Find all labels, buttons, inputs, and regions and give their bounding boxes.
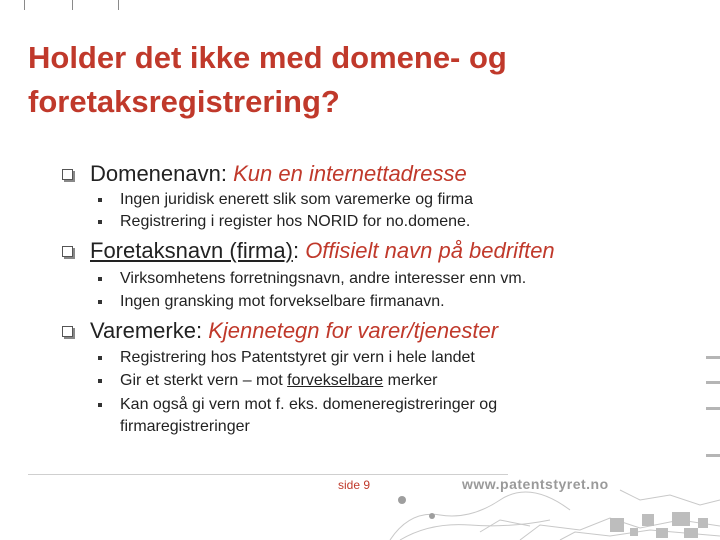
decorative-tick [24,0,25,10]
main-bullet-text [90,237,555,265]
sub-bullet-text: Ingen juridisk enerett slik som varemerke og firma [120,191,474,208]
sub-bullet-text [120,370,590,392]
term-separator: : [292,238,306,263]
checkbox-bullet-icon [62,169,73,180]
sub-bullet-text: Registrering i register hos NORID for no.domene. [120,213,471,230]
checkbox-bullet-icon [62,326,73,337]
square-bullet-icon [98,300,102,304]
square-bullet-icon [98,277,102,281]
main-bullet-text [90,160,467,188]
page-number: side 9 [338,478,371,492]
sub-bullet-text-part: Gir et sterkt vern – mot [120,372,288,389]
decorative-dash [706,381,720,384]
sub-bullet-text: Kan også gi vern mot f. eks. domeneregistreringer og firmaregistreringer [120,396,498,435]
term-label: Foretaksnavn (firma) [90,238,293,263]
term-label: Varemerke [90,318,196,343]
square-bullet-icon [98,356,102,360]
square-bullet-icon [98,198,102,202]
decorative-dash [706,454,720,457]
decorative-dash [706,407,720,410]
term-separator: : [220,161,234,186]
term-description: Kun en internettadresse [233,161,467,186]
checkbox-bullet-icon [62,246,73,257]
decorative-tick [72,0,73,10]
sub-bullet-text: Ingen gransking mot forvekselbare firmanavn. [120,293,445,310]
sub-bullet-text: Virksomhetens forretningsnavn, andre interesser enn vm. [120,270,527,287]
slide-title [28,36,668,124]
sub-bullet-text: Registrering hos Patentstyret gir vern i hele landet [120,349,475,366]
term-separator: : [195,318,209,343]
square-bullet-icon [98,403,102,407]
website-logo-text: www.patentstyret.no [462,476,609,492]
slide-title-line-2: foretaksregistrering? [28,84,340,119]
decorative-dash [706,356,720,359]
slide-title-line-1: Holder det ikke med domene- og [28,40,507,75]
sub-bullet-text-part: merker [383,372,438,389]
term-description: Kjennetegn for varer/tjenester [208,318,499,343]
term-label: Domenenavn [90,161,221,186]
term-description: Offisielt navn på bedriften [305,238,555,263]
sub-bullet-underlined-word: forvekselbare [287,372,384,389]
square-bullet-icon [98,379,102,383]
decorative-tick [118,0,119,10]
square-bullet-icon [98,220,102,224]
main-bullet-text [90,317,498,345]
